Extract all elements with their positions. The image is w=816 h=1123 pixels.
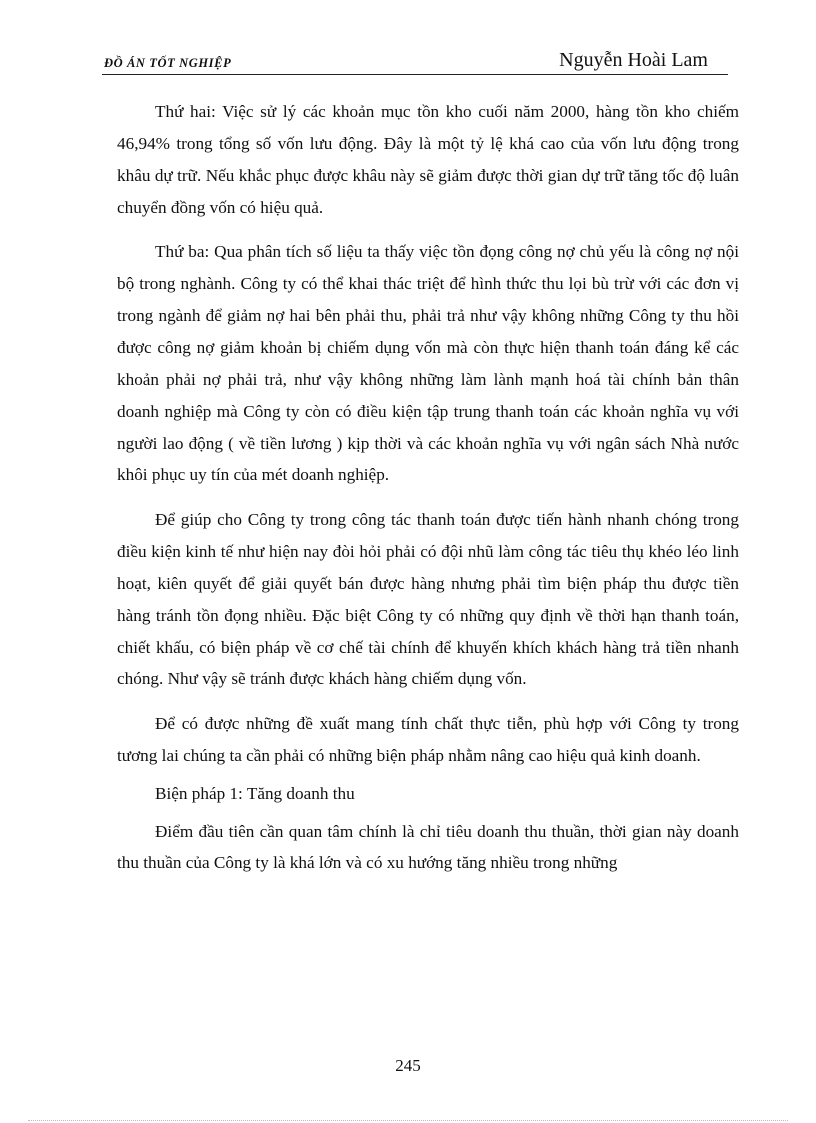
paragraph-thu-ba: Thứ ba: Qua phân tích số liệu ta thấy việc tồn đọng công nợ chủ yếu là công nợ nội bộ trong nghành. Công ty có thể khai thác triệt để hình thức thu lọi bù trừ với các đơn vị trong ngành để giảm nợ hai bên phải thu, phải trả như vậy không những Công ty thu hồi được công nợ giảm khoản bị chiếm dụng vốn mà còn thực hiện thanh toán đáng kể các khoản phải nợ phải trả, như vậy không những làm lành mạnh hoá tài chính bản thân doanh nghiệp mà Công ty còn có điều kiện tập trung thanh toán các khoản nghĩa vụ với người lao động ( về tiền lương ) kịp thời và các khoản nghĩa vụ với ngân sách Nhà nước khôi phục uy tín của mét doanh nghiệp. xyxy=(117,242,739,485)
page-number: 245 xyxy=(395,1056,421,1075)
paragraph-cong-tac-thanh-toan: Để giúp cho Công ty trong công tác thanh toán được tiến hành nhanh chóng trong điều kiện kinh tế như hiện nay đòi hỏi phải có đội nhũ làm công tác tiêu thụ khéo léo linh hoạt, kiên quyết để giải quyết bán được hàng nhưng phải tìm biện pháp thu được tiền hàng tránh tồn đọng nhiều. Đặc biệt Công ty có những quy định về thời hạn thanh toán, chiết khấu, có biện pháp về cơ chế tài chính để khuyến khích khách hàng trả tiền nhanh chóng. Như vậy sẽ tránh được khách hàng chiếm dụng vốn. xyxy=(117,509,739,689)
paragraph-doanh-thu-thuan: Điểm đầu tiên cần quan tâm chính là chỉ tiêu doanh thu thuần, thời gian này doanh thu thuần của Công ty là khá lớn và có xu hướng tăng nhiều trong những xyxy=(117,821,739,873)
header-author: Nguyễn Hoài Lam xyxy=(559,49,708,71)
paragraph-de-xuat: Để có được những đề xuất mang tính chất thực tiễn, phù hợp với Công ty trong tương lai chúng ta cần phải có những biện pháp nhằm nâng cao hiệu quả kinh doanh. xyxy=(117,713,739,765)
paragraph-thu-hai: Thứ hai: Việc sử lý các khoản mục tồn kho cuối năm 2000, hàng tồn kho chiếm 46,94% trong tổng số vốn lưu động. Đây là một tỷ lệ khá cao của vốn lưu động trong khâu dự trữ. Nếu khắc phục được khâu này sẽ giảm được thời gian dự trữ tăng tốc độ luân chuyển đồng vốn có hiệu quả. xyxy=(117,102,739,217)
header-title: ĐỒ ÁN TỐT NGHIỆP xyxy=(104,56,232,70)
page-bottom-edge xyxy=(28,1120,788,1121)
body-text xyxy=(117,96,739,892)
page-header xyxy=(102,46,728,75)
section-heading-bien-phap-1: Biện pháp 1: Tăng doanh thu xyxy=(155,783,355,803)
